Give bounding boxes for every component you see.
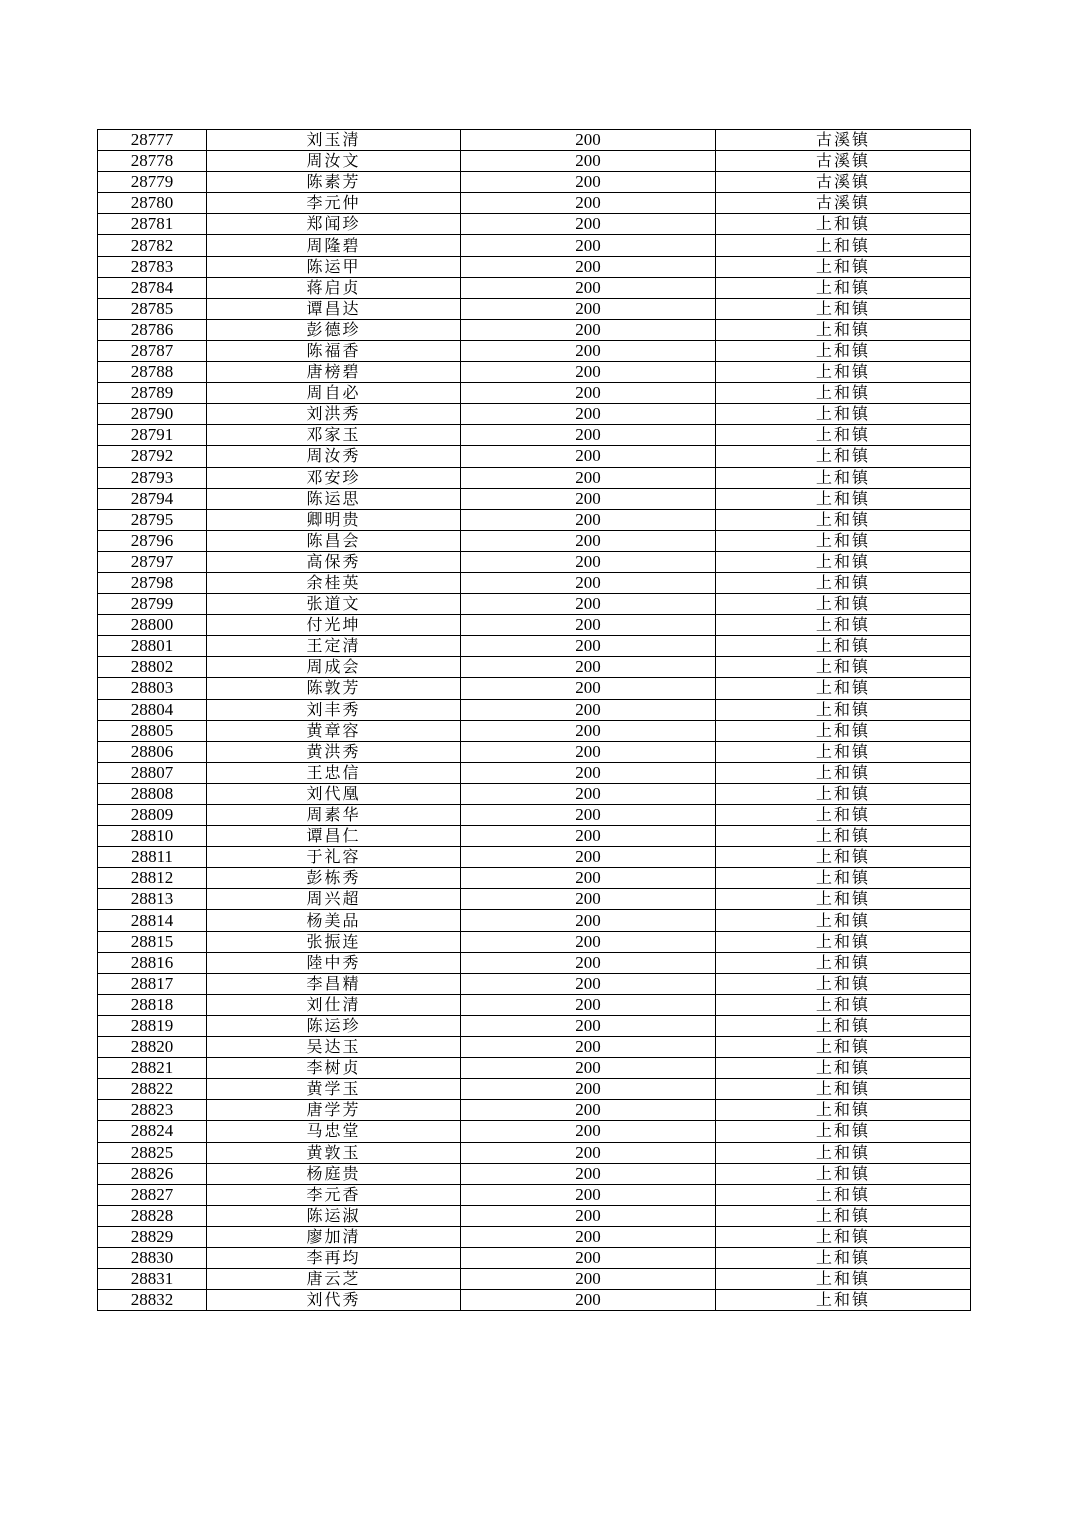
amount-cell: 200	[461, 425, 716, 446]
name-cell: 杨美品	[207, 910, 461, 931]
amount-cell: 200	[461, 235, 716, 256]
name-cell: 郑闻珍	[207, 214, 461, 235]
table-row	[98, 847, 971, 868]
town-cell: 上和镇	[716, 910, 971, 931]
table-row	[98, 1226, 971, 1247]
id-cell: 28819	[98, 1015, 207, 1036]
name-cell: 卿明贵	[207, 509, 461, 530]
town-cell: 古溪镇	[716, 130, 971, 151]
amount-cell: 200	[461, 509, 716, 530]
name-cell: 刘代秀	[207, 1290, 461, 1311]
name-cell: 唐云芝	[207, 1269, 461, 1290]
id-cell: 28821	[98, 1058, 207, 1079]
id-cell: 28799	[98, 594, 207, 615]
name-cell: 邓安珍	[207, 467, 461, 488]
table-row	[98, 530, 971, 551]
amount-cell: 200	[461, 615, 716, 636]
town-cell: 上和镇	[716, 678, 971, 699]
town-cell: 上和镇	[716, 425, 971, 446]
id-cell: 28792	[98, 446, 207, 467]
table-row	[98, 298, 971, 319]
name-cell: 陈运珍	[207, 1015, 461, 1036]
id-cell: 28777	[98, 130, 207, 151]
table-row	[98, 889, 971, 910]
town-cell: 上和镇	[716, 1142, 971, 1163]
table-row	[98, 404, 971, 425]
amount-cell: 200	[461, 1247, 716, 1268]
amount-cell: 200	[461, 657, 716, 678]
table-row	[98, 1100, 971, 1121]
table-row	[98, 762, 971, 783]
id-cell: 28807	[98, 762, 207, 783]
amount-cell: 200	[461, 1226, 716, 1247]
table-row	[98, 193, 971, 214]
name-cell: 唐榜碧	[207, 362, 461, 383]
table-row	[98, 1290, 971, 1311]
town-cell: 上和镇	[716, 1247, 971, 1268]
id-cell: 28797	[98, 551, 207, 572]
town-cell: 上和镇	[716, 615, 971, 636]
name-cell: 周汝文	[207, 151, 461, 172]
town-cell: 上和镇	[716, 952, 971, 973]
table-row	[98, 826, 971, 847]
table-row	[98, 1121, 971, 1142]
town-cell: 上和镇	[716, 340, 971, 361]
name-cell: 刘仕清	[207, 994, 461, 1015]
town-cell: 上和镇	[716, 973, 971, 994]
amount-cell: 200	[461, 1079, 716, 1100]
amount-cell: 200	[461, 383, 716, 404]
id-cell: 28783	[98, 256, 207, 277]
name-cell: 陈运甲	[207, 256, 461, 277]
amount-cell: 200	[461, 1015, 716, 1036]
table-row	[98, 1058, 971, 1079]
town-cell: 上和镇	[716, 720, 971, 741]
table-row	[98, 805, 971, 826]
table-row	[98, 467, 971, 488]
table-row	[98, 340, 971, 361]
id-cell: 28802	[98, 657, 207, 678]
name-cell: 李元香	[207, 1184, 461, 1205]
name-cell: 周素华	[207, 805, 461, 826]
id-cell: 28780	[98, 193, 207, 214]
town-cell: 上和镇	[716, 1058, 971, 1079]
town-cell: 上和镇	[716, 277, 971, 298]
table-row	[98, 130, 971, 151]
town-cell: 上和镇	[716, 1121, 971, 1142]
name-cell: 李昌精	[207, 973, 461, 994]
name-cell: 蒋启贞	[207, 277, 461, 298]
table-row	[98, 256, 971, 277]
table-row	[98, 699, 971, 720]
id-cell: 28832	[98, 1290, 207, 1311]
name-cell: 廖加清	[207, 1226, 461, 1247]
town-cell: 上和镇	[716, 889, 971, 910]
amount-cell: 200	[461, 783, 716, 804]
amount-cell: 200	[461, 847, 716, 868]
town-cell: 上和镇	[716, 994, 971, 1015]
name-cell: 吴达玉	[207, 1037, 461, 1058]
name-cell: 周自必	[207, 383, 461, 404]
table-row	[98, 720, 971, 741]
name-cell: 陈昌会	[207, 530, 461, 551]
table-row	[98, 615, 971, 636]
id-cell: 28784	[98, 277, 207, 298]
town-cell: 上和镇	[716, 383, 971, 404]
table-row	[98, 214, 971, 235]
table-row	[98, 741, 971, 762]
amount-cell: 200	[461, 762, 716, 783]
name-cell: 陈敦芳	[207, 678, 461, 699]
town-cell: 上和镇	[716, 404, 971, 425]
table-row	[98, 973, 971, 994]
id-cell: 28779	[98, 172, 207, 193]
name-cell: 陈运思	[207, 488, 461, 509]
amount-cell: 200	[461, 1058, 716, 1079]
id-cell: 28824	[98, 1121, 207, 1142]
name-cell: 谭昌达	[207, 298, 461, 319]
amount-cell: 200	[461, 1142, 716, 1163]
table-row	[98, 319, 971, 340]
table-row	[98, 1015, 971, 1036]
town-cell: 上和镇	[716, 214, 971, 235]
table-body	[98, 130, 971, 1311]
table-row	[98, 277, 971, 298]
id-cell: 28817	[98, 973, 207, 994]
amount-cell: 200	[461, 741, 716, 762]
table-row	[98, 172, 971, 193]
table-row	[98, 1205, 971, 1226]
town-cell: 上和镇	[716, 1290, 971, 1311]
amount-cell: 200	[461, 1100, 716, 1121]
town-cell: 上和镇	[716, 235, 971, 256]
id-cell: 28825	[98, 1142, 207, 1163]
name-cell: 付光坤	[207, 615, 461, 636]
amount-cell: 200	[461, 467, 716, 488]
name-cell: 刘洪秀	[207, 404, 461, 425]
amount-cell: 200	[461, 446, 716, 467]
id-cell: 28781	[98, 214, 207, 235]
table-row	[98, 994, 971, 1015]
amount-cell: 200	[461, 826, 716, 847]
id-cell: 28794	[98, 488, 207, 509]
town-cell: 上和镇	[716, 1226, 971, 1247]
name-cell: 黄敦玉	[207, 1142, 461, 1163]
table-row	[98, 931, 971, 952]
name-cell: 陈福香	[207, 340, 461, 361]
town-cell: 古溪镇	[716, 151, 971, 172]
amount-cell: 200	[461, 952, 716, 973]
id-cell: 28826	[98, 1163, 207, 1184]
name-cell: 周兴超	[207, 889, 461, 910]
table-row	[98, 1247, 971, 1268]
id-cell: 28816	[98, 952, 207, 973]
id-cell: 28805	[98, 720, 207, 741]
id-cell: 28795	[98, 509, 207, 530]
id-cell: 28815	[98, 931, 207, 952]
id-cell: 28830	[98, 1247, 207, 1268]
table-row	[98, 868, 971, 889]
id-cell: 28818	[98, 994, 207, 1015]
town-cell: 上和镇	[716, 931, 971, 952]
town-cell: 上和镇	[716, 1184, 971, 1205]
name-cell: 黄洪秀	[207, 741, 461, 762]
amount-cell: 200	[461, 1163, 716, 1184]
id-cell: 28803	[98, 678, 207, 699]
table-row	[98, 910, 971, 931]
name-cell: 彭栋秀	[207, 868, 461, 889]
id-cell: 28811	[98, 847, 207, 868]
id-cell: 28812	[98, 868, 207, 889]
id-cell: 28820	[98, 1037, 207, 1058]
table-row	[98, 1269, 971, 1290]
amount-cell: 200	[461, 699, 716, 720]
name-cell: 张振连	[207, 931, 461, 952]
id-cell: 28827	[98, 1184, 207, 1205]
town-cell: 上和镇	[716, 467, 971, 488]
town-cell: 上和镇	[716, 1037, 971, 1058]
town-cell: 上和镇	[716, 256, 971, 277]
table-row	[98, 1079, 971, 1100]
table-row	[98, 678, 971, 699]
amount-cell: 200	[461, 151, 716, 172]
amount-cell: 200	[461, 298, 716, 319]
town-cell: 古溪镇	[716, 172, 971, 193]
town-cell: 上和镇	[716, 657, 971, 678]
town-cell: 上和镇	[716, 509, 971, 530]
name-cell: 张道文	[207, 594, 461, 615]
name-cell: 李树贞	[207, 1058, 461, 1079]
amount-cell: 200	[461, 130, 716, 151]
town-cell: 上和镇	[716, 319, 971, 340]
id-cell: 28786	[98, 319, 207, 340]
name-cell: 李元仲	[207, 193, 461, 214]
name-cell: 邓家玉	[207, 425, 461, 446]
name-cell: 杨庭贵	[207, 1163, 461, 1184]
amount-cell: 200	[461, 678, 716, 699]
id-cell: 28788	[98, 362, 207, 383]
town-cell: 上和镇	[716, 594, 971, 615]
table-row	[98, 1037, 971, 1058]
name-cell: 彭德珍	[207, 319, 461, 340]
town-cell: 上和镇	[716, 741, 971, 762]
amount-cell: 200	[461, 973, 716, 994]
table-row	[98, 235, 971, 256]
town-cell: 上和镇	[716, 1100, 971, 1121]
town-cell: 上和镇	[716, 1269, 971, 1290]
id-cell: 28806	[98, 741, 207, 762]
amount-cell: 200	[461, 1205, 716, 1226]
town-cell: 上和镇	[716, 1015, 971, 1036]
id-cell: 28829	[98, 1226, 207, 1247]
town-cell: 上和镇	[716, 868, 971, 889]
id-cell: 28810	[98, 826, 207, 847]
id-cell: 28831	[98, 1269, 207, 1290]
town-cell: 上和镇	[716, 298, 971, 319]
subsidy-list-table	[97, 129, 971, 1311]
town-cell: 上和镇	[716, 783, 971, 804]
table-row	[98, 446, 971, 467]
amount-cell: 200	[461, 362, 716, 383]
id-cell: 28778	[98, 151, 207, 172]
name-cell: 陈运淑	[207, 1205, 461, 1226]
amount-cell: 200	[461, 868, 716, 889]
town-cell: 上和镇	[716, 572, 971, 593]
amount-cell: 200	[461, 720, 716, 741]
id-cell: 28823	[98, 1100, 207, 1121]
town-cell: 上和镇	[716, 805, 971, 826]
id-cell: 28785	[98, 298, 207, 319]
town-cell: 上和镇	[716, 762, 971, 783]
table-row	[98, 151, 971, 172]
table-row	[98, 383, 971, 404]
amount-cell: 200	[461, 488, 716, 509]
table-row	[98, 1163, 971, 1184]
name-cell: 王定清	[207, 636, 461, 657]
amount-cell: 200	[461, 1037, 716, 1058]
amount-cell: 200	[461, 1290, 716, 1311]
table-row	[98, 551, 971, 572]
amount-cell: 200	[461, 636, 716, 657]
id-cell: 28800	[98, 615, 207, 636]
id-cell: 28804	[98, 699, 207, 720]
name-cell: 周隆碧	[207, 235, 461, 256]
amount-cell: 200	[461, 805, 716, 826]
amount-cell: 200	[461, 256, 716, 277]
name-cell: 李再均	[207, 1247, 461, 1268]
name-cell: 周成会	[207, 657, 461, 678]
name-cell: 刘玉清	[207, 130, 461, 151]
name-cell: 于礼容	[207, 847, 461, 868]
table-row	[98, 952, 971, 973]
town-cell: 上和镇	[716, 1205, 971, 1226]
name-cell: 王忠信	[207, 762, 461, 783]
amount-cell: 200	[461, 1184, 716, 1205]
table-row	[98, 509, 971, 530]
name-cell: 高保秀	[207, 551, 461, 572]
town-cell: 上和镇	[716, 847, 971, 868]
id-cell: 28787	[98, 340, 207, 361]
town-cell: 上和镇	[716, 1079, 971, 1100]
amount-cell: 200	[461, 889, 716, 910]
name-cell: 黄章容	[207, 720, 461, 741]
table-row	[98, 425, 971, 446]
name-cell: 马忠堂	[207, 1121, 461, 1142]
id-cell: 28808	[98, 783, 207, 804]
name-cell: 刘丰秀	[207, 699, 461, 720]
amount-cell: 200	[461, 1121, 716, 1142]
town-cell: 上和镇	[716, 699, 971, 720]
id-cell: 28809	[98, 805, 207, 826]
table-row	[98, 657, 971, 678]
table-row	[98, 488, 971, 509]
table-row	[98, 1142, 971, 1163]
amount-cell: 200	[461, 931, 716, 952]
amount-cell: 200	[461, 994, 716, 1015]
id-cell: 28813	[98, 889, 207, 910]
amount-cell: 200	[461, 404, 716, 425]
table-row	[98, 636, 971, 657]
amount-cell: 200	[461, 1269, 716, 1290]
name-cell: 陈素芳	[207, 172, 461, 193]
id-cell: 28822	[98, 1079, 207, 1100]
amount-cell: 200	[461, 172, 716, 193]
id-cell: 28814	[98, 910, 207, 931]
town-cell: 上和镇	[716, 636, 971, 657]
table-row	[98, 594, 971, 615]
table-row	[98, 783, 971, 804]
town-cell: 上和镇	[716, 488, 971, 509]
amount-cell: 200	[461, 193, 716, 214]
amount-cell: 200	[461, 594, 716, 615]
town-cell: 上和镇	[716, 362, 971, 383]
town-cell: 上和镇	[716, 1163, 971, 1184]
id-cell: 28801	[98, 636, 207, 657]
amount-cell: 200	[461, 277, 716, 298]
name-cell: 余桂英	[207, 572, 461, 593]
name-cell: 谭昌仁	[207, 826, 461, 847]
id-cell: 28789	[98, 383, 207, 404]
id-cell: 28796	[98, 530, 207, 551]
table-row	[98, 362, 971, 383]
id-cell: 28798	[98, 572, 207, 593]
town-cell: 上和镇	[716, 530, 971, 551]
table-row	[98, 1184, 971, 1205]
id-cell: 28828	[98, 1205, 207, 1226]
town-cell: 上和镇	[716, 446, 971, 467]
amount-cell: 200	[461, 214, 716, 235]
town-cell: 上和镇	[716, 826, 971, 847]
amount-cell: 200	[461, 319, 716, 340]
name-cell: 周汝秀	[207, 446, 461, 467]
name-cell: 刘代凰	[207, 783, 461, 804]
amount-cell: 200	[461, 530, 716, 551]
town-cell: 上和镇	[716, 551, 971, 572]
town-cell: 古溪镇	[716, 193, 971, 214]
id-cell: 28782	[98, 235, 207, 256]
amount-cell: 200	[461, 572, 716, 593]
amount-cell: 200	[461, 910, 716, 931]
id-cell: 28790	[98, 404, 207, 425]
table-row	[98, 572, 971, 593]
amount-cell: 200	[461, 551, 716, 572]
id-cell: 28793	[98, 467, 207, 488]
amount-cell: 200	[461, 340, 716, 361]
name-cell: 黄学玉	[207, 1079, 461, 1100]
name-cell: 陸中秀	[207, 952, 461, 973]
name-cell: 唐学芳	[207, 1100, 461, 1121]
id-cell: 28791	[98, 425, 207, 446]
